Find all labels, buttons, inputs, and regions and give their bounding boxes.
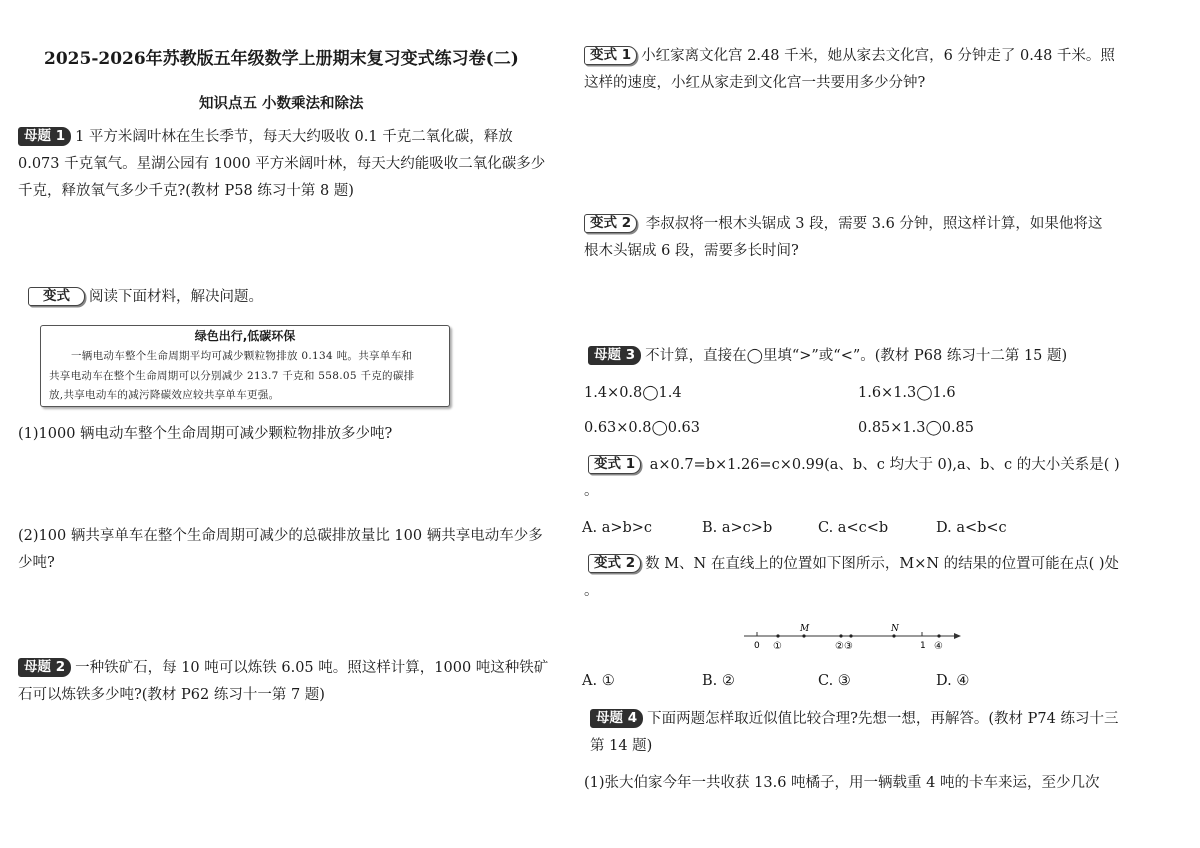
option-d: D. a<b<c — [936, 520, 1007, 536]
question-text-line: 小红家离文化宫 2.48 千米，她从家去文化宫，6 分钟走了 0.48 千米。照 — [641, 48, 1115, 64]
question-text-line: 下面两题怎样取近似值比较合理?先想一想，再解答。(教材 P74 练习十三 — [647, 711, 1119, 727]
option-b: B. a>c>b — [702, 520, 773, 536]
question-text-line: 千克，释放氧气多少千克?(教材 P58 练习十第 8 题) — [18, 183, 354, 199]
question-3 — [588, 343, 1067, 370]
arrow-head-icon — [954, 633, 961, 639]
sub-question-2 — [18, 523, 543, 577]
compare-item: 0.63×0.8◯0.63 — [584, 420, 701, 436]
question-text-line: 一种铁矿石，每 10 吨可以炼铁 6.05 吨。照这样计算，1000 吨这种铁矿 — [75, 660, 549, 676]
box-text-line: 共享电动车在整个生命周期可以分别减少 213.7 千克和 558.05 千克的碳排 — [49, 370, 415, 382]
variant-1 — [28, 284, 263, 311]
question-text-line: 1 平方米阔叶林在生长季节，每天大约吸收 0.1 千克二氧化碳，释放 — [75, 129, 513, 145]
point-1 — [776, 634, 779, 637]
label-circle-1: ① — [773, 641, 782, 652]
option-d: D. ④ — [936, 673, 970, 689]
option-b: B. ② — [702, 673, 735, 689]
box-text-line: 放,共享电动车的减污降碳效应较共享单车更强。 — [49, 389, 280, 401]
question-tag: 母题 3 — [588, 346, 641, 365]
question-1 — [18, 124, 545, 205]
label-circle-2-3: ②③ — [835, 641, 853, 652]
compare-item: 1.4×0.8◯1.4 — [584, 385, 682, 401]
question-text: a×0.7=b×1.26=c×0.99(a、b、c 均大于 0),a、b、c 的大小关系是( ) — [645, 457, 1120, 473]
question-2-variant-2 — [584, 211, 1102, 265]
sub-question-1: (1)1000 辆电动车整个生命周期可减少颗粒物排放多少吨? — [18, 426, 393, 442]
question-text-line: 第 14 题) — [590, 738, 653, 754]
variant-tag: 变式 — [28, 287, 85, 306]
question-text: 不计算，直接在◯里填“>”或“<”。(教材 P68 练习十二第 15 题) — [645, 348, 1068, 364]
box-title: 绿色出行,低碳环保 — [194, 329, 296, 343]
question-tag: 母题 1 — [18, 127, 71, 146]
question-tag: 母题 4 — [590, 709, 643, 728]
option-c: C. ③ — [818, 673, 851, 689]
page-title: 2025-2026年苏教版五年级数学上册期末复习变式练习卷(二) — [44, 49, 519, 69]
label-n: N — [891, 624, 899, 634]
box-text-line: 一辆电动车整个生命周期平均可减少颗粒物排放 0.134 吨。共享单车和 — [71, 350, 413, 362]
question-4-sub-1: (1)张大伯家今年一共收获 13.6 吨橘子，用一辆载重 4 吨的卡车来运，至少几次 — [584, 775, 1100, 791]
question-text-tail: 。 — [584, 483, 599, 499]
variant-tag: 变式 2 — [588, 554, 641, 573]
question-tag: 母题 2 — [18, 658, 71, 677]
question-2 — [18, 655, 548, 709]
option-c: C. a<c<b — [818, 520, 889, 536]
question-4 — [590, 706, 1118, 760]
compare-item: 1.6×1.3◯1.6 — [858, 385, 956, 401]
variant-tag: 变式 2 — [584, 214, 637, 233]
question-text-line: 0.073 千克氧气。星湖公园有 1000 平方米阔叶林，每天大约能吸收二氧化碳多少 — [18, 156, 546, 172]
question-text-line: 李叔叔将一根木头锯成 3 段，需要 3.6 分钟，照这样计算，如果他将这 — [641, 216, 1103, 232]
label-one: 1 — [920, 641, 926, 651]
question-text-line: 根木头锯成 6 段，需要多长时间? — [584, 243, 799, 259]
question-text-line: (2)100 辆共享单车在整个生命周期可减少的总碳排放量比 100 辆共享电动车少多 — [18, 528, 543, 544]
variant-tag: 变式 1 — [588, 455, 641, 474]
label-circle-4: ④ — [934, 641, 943, 652]
point-2 — [839, 634, 842, 637]
point-3 — [849, 634, 852, 637]
question-3-variant-2 — [588, 551, 1119, 578]
question-text-line: 这样的速度，小红从家走到文化宫一共要用多少分钟? — [584, 75, 926, 91]
question-text-line: 石可以炼铁多少吨?(教材 P62 练习十一第 7 题) — [18, 687, 325, 703]
point-n — [892, 634, 895, 637]
option-a: A. ① — [582, 673, 615, 689]
question-text: 数 M、N 在直线上的位置如下图所示，M×N 的结果的位置可能在点( )处 — [645, 556, 1120, 572]
question-text-line: 少吨? — [18, 555, 55, 571]
question-text-tail: 。 — [584, 583, 599, 599]
point-4 — [937, 634, 940, 637]
label-m: M — [800, 624, 810, 634]
section-title: 知识点五 小数乘法和除法 — [199, 95, 364, 112]
compare-item: 0.85×1.3◯0.85 — [858, 420, 975, 436]
point-m — [802, 634, 805, 637]
variant-intro: 阅读下面材料，解决问题。 — [89, 289, 263, 305]
variant-tag: 变式 1 — [584, 46, 637, 65]
question-3-variant-1 — [588, 452, 1120, 479]
label-zero: 0 — [754, 641, 760, 651]
option-a: A. a>b>c — [582, 520, 653, 536]
reading-material-box — [40, 325, 450, 407]
number-line-figure — [740, 620, 965, 656]
question-2-variant-1 — [584, 43, 1115, 97]
